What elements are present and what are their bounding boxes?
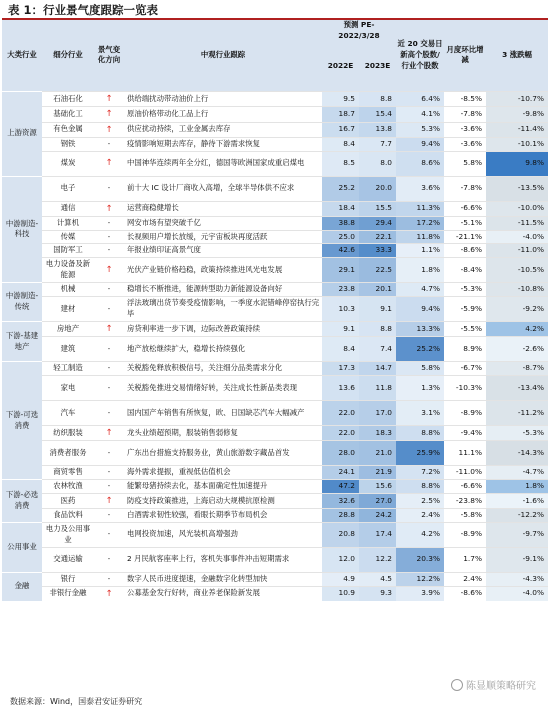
flat-dash: - [94, 137, 124, 151]
tracking-cell: 长视频用户增长放缓，元宇宙板块再度活跃 [124, 230, 322, 244]
nh-cell: 3.6% [396, 176, 444, 201]
mom-cell: -5.5% [444, 321, 486, 336]
sub-industry-cell: 医药 [42, 493, 94, 508]
sub-industry-cell: 电力设备及新能源 [42, 258, 94, 283]
chg3-cell: -12.2% [486, 509, 548, 523]
mom-cell: -8.5% [444, 91, 486, 106]
sub-industry-cell: 石油石化 [42, 91, 94, 106]
wechat-logo-icon [451, 679, 463, 691]
mom-cell: 11.1% [444, 441, 486, 466]
category-cell: 下游-基建地产 [2, 321, 42, 361]
nh-cell: 8.8% [396, 479, 444, 493]
header-mom: 月度环比增减 [444, 20, 486, 91]
pe23-cell: 21.9 [359, 466, 396, 480]
tracking-cell: 电网投资加速，风光装机高增强劲 [124, 522, 322, 547]
chg3-cell: -8.7% [486, 362, 548, 376]
nh-cell: 25.2% [396, 337, 444, 362]
nh-cell: 4.1% [396, 107, 444, 122]
nh-cell: 12.2% [396, 572, 444, 586]
mom-cell: -8.6% [444, 244, 486, 258]
nh-cell: 7.2% [396, 466, 444, 480]
pe22-cell: 38.8 [322, 216, 359, 230]
table-body [2, 91, 548, 600]
tracking-cell: 原油价格带动化工品上行 [124, 107, 322, 122]
sub-industry-cell: 机械 [42, 283, 94, 297]
tracking-cell: 地产放松继续扩大，稳增长持续强化 [124, 337, 322, 362]
table-row [2, 244, 548, 258]
nh-cell: 11.8% [396, 230, 444, 244]
nh-cell: 20.3% [396, 547, 444, 572]
nh-cell: 11.3% [396, 201, 444, 216]
nh-cell: 3.1% [396, 400, 444, 425]
chg3-cell: -10.0% [486, 201, 548, 216]
pe23-cell: 7.7 [359, 137, 396, 151]
tracking-cell: 数字人民币进度提速，金融数字化转型加快 [124, 572, 322, 586]
table-row [2, 572, 548, 586]
mom-cell: -11.0% [444, 466, 486, 480]
chg3-cell: -4.3% [486, 572, 548, 586]
pe23-cell: 11.8 [359, 375, 396, 400]
table-row [2, 522, 548, 547]
chg3-cell: 9.8% [486, 151, 548, 176]
up-arrow-icon: ↑ [94, 258, 124, 283]
table-row [2, 321, 548, 336]
chg3-cell: 1.8% [486, 479, 548, 493]
chg3-cell: -11.2% [486, 400, 548, 425]
pe22-cell: 23.8 [322, 283, 359, 297]
sub-industry-cell: 传媒 [42, 230, 94, 244]
tracking-cell: 网安市场有望突破千亿 [124, 216, 322, 230]
flat-dash: - [94, 441, 124, 466]
flat-dash: - [94, 572, 124, 586]
mom-cell: -8.9% [444, 400, 486, 425]
chg3-cell: -9.2% [486, 296, 548, 321]
pe23-cell: 12.2 [359, 547, 396, 572]
mom-cell: -5.9% [444, 296, 486, 321]
header-tracking: 中观行业跟踪 [124, 20, 322, 91]
nh-cell: 9.4% [396, 296, 444, 321]
nh-cell: 25.9% [396, 441, 444, 466]
pe22-cell: 10.9 [322, 586, 359, 601]
up-arrow-icon: ↑ [94, 122, 124, 137]
table-row [2, 586, 548, 601]
pe22-cell: 10.3 [322, 296, 359, 321]
tracking-cell: 海外需求提振，重视低估值机会 [124, 466, 322, 480]
nh-cell: 5.8% [396, 362, 444, 376]
sub-industry-cell: 食品饮料 [42, 509, 94, 523]
chg3-cell: -11.0% [486, 244, 548, 258]
tracking-cell: 关税豁免释放积极信号，关注细分品类需求分化 [124, 362, 322, 376]
chg3-cell: -4.0% [486, 586, 548, 601]
flat-dash: - [94, 400, 124, 425]
flat-dash: - [94, 176, 124, 201]
sub-industry-cell: 计算机 [42, 216, 94, 230]
tracking-cell: 防疫支持政策推进，上海启动大规模抗原检测 [124, 493, 322, 508]
table-row [2, 441, 548, 466]
header-pe-group: 预测 PE-2022/3/28 [322, 20, 396, 41]
pe23-cell: 4.5 [359, 572, 396, 586]
header-sub-industry: 细分行业 [42, 20, 94, 91]
pe22-cell: 8.4 [322, 137, 359, 151]
category-cell: 中游制造-科技 [2, 176, 42, 283]
sub-industry-cell: 房地产 [42, 321, 94, 336]
table-row [2, 176, 548, 201]
nh-cell: 1.8% [396, 258, 444, 283]
pe23-cell: 8.8 [359, 321, 396, 336]
nh-cell: 9.4% [396, 137, 444, 151]
mom-cell: -5.8% [444, 509, 486, 523]
mom-cell: -9.4% [444, 425, 486, 440]
pe22-cell: 22.0 [322, 425, 359, 440]
pe22-cell: 18.4 [322, 201, 359, 216]
category-cell: 公用事业 [2, 522, 42, 572]
tracking-cell: 龙头业绩超预期，服装销售弱修复 [124, 425, 322, 440]
flat-dash: - [94, 479, 124, 493]
pe23-cell: 17.0 [359, 400, 396, 425]
pe23-cell: 15.6 [359, 479, 396, 493]
table-row [2, 466, 548, 480]
header-new-high: 近 20 交易日新高个股数/行业个股数 [396, 20, 444, 91]
mom-cell: -8.4% [444, 258, 486, 283]
pe22-cell: 18.7 [322, 107, 359, 122]
up-arrow-icon: ↑ [94, 321, 124, 336]
sub-industry-cell: 消费者服务 [42, 441, 94, 466]
chg3-cell: -4.0% [486, 230, 548, 244]
flat-dash: - [94, 466, 124, 480]
pe22-cell: 17.3 [322, 362, 359, 376]
table-row [2, 509, 548, 523]
nh-cell: 2.4% [396, 509, 444, 523]
chg3-cell: -11.5% [486, 216, 548, 230]
flat-dash: - [94, 362, 124, 376]
sub-industry-cell: 纺织服装 [42, 425, 94, 440]
pe22-cell: 42.6 [322, 244, 359, 258]
flat-dash: - [94, 509, 124, 523]
pe23-cell: 20.1 [359, 283, 396, 297]
sub-industry-cell: 钢铁 [42, 137, 94, 151]
chg3-cell: -13.4% [486, 375, 548, 400]
sub-industry-cell: 农林牧渔 [42, 479, 94, 493]
pe22-cell: 9.5 [322, 91, 359, 106]
pe22-cell: 8.5 [322, 151, 359, 176]
sub-industry-cell: 银行 [42, 572, 94, 586]
pe22-cell: 25.0 [322, 230, 359, 244]
pe23-cell: 29.4 [359, 216, 396, 230]
mom-cell: -21.1% [444, 230, 486, 244]
mom-cell: -3.6% [444, 137, 486, 151]
mom-cell: 1.7% [444, 547, 486, 572]
tracking-cell: 关税豁免推进交易情绪好转，关注成长性新品类表现 [124, 375, 322, 400]
pe22-cell: 13.6 [322, 375, 359, 400]
nh-cell: 5.3% [396, 122, 444, 137]
flat-dash: - [94, 522, 124, 547]
category-cell: 上游资源 [2, 91, 42, 176]
table-row [2, 283, 548, 297]
chg3-cell: -9.8% [486, 107, 548, 122]
flat-dash: - [94, 337, 124, 362]
tracking-cell: 国内国产车销售有所恢复，欧、日国缺芯汽车大幅减产 [124, 400, 322, 425]
header-chg3: 3 涨跌幅 [486, 20, 548, 91]
category-cell: 下游-可选消费 [2, 362, 42, 480]
table-row [2, 137, 548, 151]
chg3-cell: -11.4% [486, 122, 548, 137]
tracking-cell: 年报业绩印证高景气度 [124, 244, 322, 258]
tracking-cell: 供应扰动持续，工业金属去库存 [124, 122, 322, 137]
tracking-cell: 运营商稳健增长 [124, 201, 322, 216]
up-arrow-icon: ↑ [94, 425, 124, 440]
chg3-cell: -10.1% [486, 137, 548, 151]
sub-industry-cell: 家电 [42, 375, 94, 400]
up-arrow-icon: ↑ [94, 201, 124, 216]
up-arrow-icon: ↑ [94, 91, 124, 106]
table-row [2, 362, 548, 376]
mom-cell: 2.4% [444, 572, 486, 586]
tracking-cell: 稳增长不断推进，能源转型助力新能源设备向好 [124, 283, 322, 297]
nh-cell: 13.3% [396, 321, 444, 336]
mom-cell: -6.7% [444, 362, 486, 376]
pe22-cell: 20.8 [322, 522, 359, 547]
table-row [2, 296, 548, 321]
chg3-cell: -10.7% [486, 91, 548, 106]
pe22-cell: 16.7 [322, 122, 359, 137]
sub-industry-cell: 通信 [42, 201, 94, 216]
tracking-cell: 房贷利率进一步下调，边际改善政策持续 [124, 321, 322, 336]
pe22-cell: 9.1 [322, 321, 359, 336]
up-arrow-icon: ↑ [94, 107, 124, 122]
mom-cell: 8.9% [444, 337, 486, 362]
table-row [2, 122, 548, 137]
chg3-cell: -9.1% [486, 547, 548, 572]
flat-dash: - [94, 244, 124, 258]
table-row [2, 547, 548, 572]
sub-industry-cell: 非银行金融 [42, 586, 94, 601]
sub-industry-cell: 电力及公用事业 [42, 522, 94, 547]
sub-industry-cell: 基础化工 [42, 107, 94, 122]
tracking-cell: 供给端扰动带动油价上行 [124, 91, 322, 106]
pe23-cell: 8.8 [359, 91, 396, 106]
pe23-cell: 21.0 [359, 441, 396, 466]
pe22-cell: 24.1 [322, 466, 359, 480]
flat-dash: - [94, 283, 124, 297]
pe23-cell: 9.3 [359, 586, 396, 601]
tracking-cell: 前十大 IC 设计厂商收入高增，全球半导体供不应求 [124, 176, 322, 201]
chg3-cell: 4.2% [486, 321, 548, 336]
mom-cell: -7.8% [444, 107, 486, 122]
pe22-cell: 29.1 [322, 258, 359, 283]
pe22-cell: 8.4 [322, 337, 359, 362]
table-title: 表 1：行业景气度跟踪一览表 [8, 3, 159, 17]
category-cell: 金融 [2, 572, 42, 601]
flat-dash: - [94, 375, 124, 400]
tracking-cell: 能繁母猪持续去化，基本面确定性加速提升 [124, 479, 322, 493]
pe23-cell: 17.4 [359, 522, 396, 547]
pe23-cell: 22.5 [359, 258, 396, 283]
table-row [2, 201, 548, 216]
table-row [2, 375, 548, 400]
sub-industry-cell: 建筑 [42, 337, 94, 362]
nh-cell: 17.2% [396, 216, 444, 230]
chg3-cell: -10.5% [486, 258, 548, 283]
mom-cell: -10.3% [444, 375, 486, 400]
pe23-cell: 15.5 [359, 201, 396, 216]
chg3-cell: -9.7% [486, 522, 548, 547]
pe23-cell: 33.3 [359, 244, 396, 258]
flat-dash: - [94, 296, 124, 321]
sub-industry-cell: 国防军工 [42, 244, 94, 258]
nh-cell: 3.9% [396, 586, 444, 601]
sub-industry-cell: 有色金属 [42, 122, 94, 137]
mom-cell: -7.8% [444, 176, 486, 201]
table-row [2, 479, 548, 493]
pe23-cell: 20.0 [359, 176, 396, 201]
table-row [2, 400, 548, 425]
mom-cell: -8.9% [444, 522, 486, 547]
table-row [2, 493, 548, 508]
header-pe22: 2022E [322, 41, 359, 91]
chg3-cell: -14.3% [486, 441, 548, 466]
industry-table [2, 20, 548, 601]
mom-cell: -6.6% [444, 479, 486, 493]
sub-industry-cell: 汽车 [42, 400, 94, 425]
chg3-cell: -10.8% [486, 283, 548, 297]
pe23-cell: 7.4 [359, 337, 396, 362]
watermark [451, 677, 536, 692]
mom-cell: -5.3% [444, 283, 486, 297]
sub-industry-cell: 建材 [42, 296, 94, 321]
pe23-cell: 13.8 [359, 122, 396, 137]
sub-industry-cell: 电子 [42, 176, 94, 201]
sub-industry-cell: 轻工制造 [42, 362, 94, 376]
mom-cell: 5.8% [444, 151, 486, 176]
mom-cell: -8.6% [444, 586, 486, 601]
mom-cell: -23.8% [444, 493, 486, 508]
pe23-cell: 14.7 [359, 362, 396, 376]
up-arrow-icon: ↑ [94, 493, 124, 508]
pe23-cell: 24.2 [359, 509, 396, 523]
mom-cell: -5.1% [444, 216, 486, 230]
category-cell: 中游制造-传统 [2, 283, 42, 322]
tracking-cell: 光伏产业链价格趋稳，政策持续推进风光电发展 [124, 258, 322, 283]
table-row [2, 337, 548, 362]
flat-dash: - [94, 216, 124, 230]
pe23-cell: 8.0 [359, 151, 396, 176]
pe23-cell: 18.3 [359, 425, 396, 440]
table-row [2, 258, 548, 283]
watermark-text: 陈显顺策略研究 [466, 681, 536, 692]
pe22-cell: 4.9 [322, 572, 359, 586]
tracking-cell: 白酒需求韧性较强，看眼长期季节布局机会 [124, 509, 322, 523]
pe23-cell: 15.4 [359, 107, 396, 122]
tracking-cell: 中国神华连续两年全分红，德国等欧洲国家成重启煤电 [124, 151, 322, 176]
pe22-cell: 25.2 [322, 176, 359, 201]
nh-cell: 4.7% [396, 283, 444, 297]
pe22-cell: 28.0 [322, 441, 359, 466]
table-row [2, 216, 548, 230]
pe22-cell: 32.6 [322, 493, 359, 508]
table-row [2, 151, 548, 176]
nh-cell: 8.8% [396, 425, 444, 440]
pe22-cell: 47.2 [322, 479, 359, 493]
nh-cell: 8.6% [396, 151, 444, 176]
chg3-cell: -13.5% [486, 176, 548, 201]
pe22-cell: 28.8 [322, 509, 359, 523]
nh-cell: 1.3% [396, 375, 444, 400]
sub-industry-cell: 煤炭 [42, 151, 94, 176]
pe23-cell: 22.1 [359, 230, 396, 244]
tracking-cell: 2 月民航客座率上行，客机失事事件冲击短期需求 [124, 547, 322, 572]
table-row [2, 91, 548, 106]
flat-dash: - [94, 547, 124, 572]
chg3-cell: -2.6% [486, 337, 548, 362]
pe23-cell: 9.1 [359, 296, 396, 321]
nh-cell: 4.2% [396, 522, 444, 547]
pe22-cell: 12.0 [322, 547, 359, 572]
header-pe23: 2023E [359, 41, 396, 91]
mom-cell: -6.6% [444, 201, 486, 216]
table-row [2, 107, 548, 122]
up-arrow-icon: ↑ [94, 586, 124, 601]
chg3-cell: -4.7% [486, 466, 548, 480]
header-direction: 景气变化方向 [94, 20, 124, 91]
tracking-cell: 广东出台措施支持服务业，黄山旅游数字藏品首发 [124, 441, 322, 466]
source-note: 数据来源：Wind，国泰君安证券研究 [10, 697, 143, 706]
chg3-cell: -1.6% [486, 493, 548, 508]
up-arrow-icon: ↑ [94, 151, 124, 176]
category-cell: 下游-必选消费 [2, 479, 42, 522]
tracking-cell: 浮法玻璃出货节奏受疫情影响，一季度水泥错峰停窑执行完毕 [124, 296, 322, 321]
nh-cell: 6.4% [396, 91, 444, 106]
nh-cell: 2.5% [396, 493, 444, 508]
sub-industry-cell: 商贸零售 [42, 466, 94, 480]
chg3-cell: -5.3% [486, 425, 548, 440]
header-category: 大类行业 [2, 20, 42, 91]
table-row [2, 425, 548, 440]
tracking-cell: 公募基金发行好转，商业养老保险新发展 [124, 586, 322, 601]
mom-cell: -3.6% [444, 122, 486, 137]
pe23-cell: 27.0 [359, 493, 396, 508]
table-row [2, 230, 548, 244]
nh-cell: 1.1% [396, 244, 444, 258]
flat-dash: - [94, 230, 124, 244]
sub-industry-cell: 交通运输 [42, 547, 94, 572]
pe22-cell: 22.0 [322, 400, 359, 425]
tracking-cell: 疫情影响短期去库存，静待下游需求恢复 [124, 137, 322, 151]
